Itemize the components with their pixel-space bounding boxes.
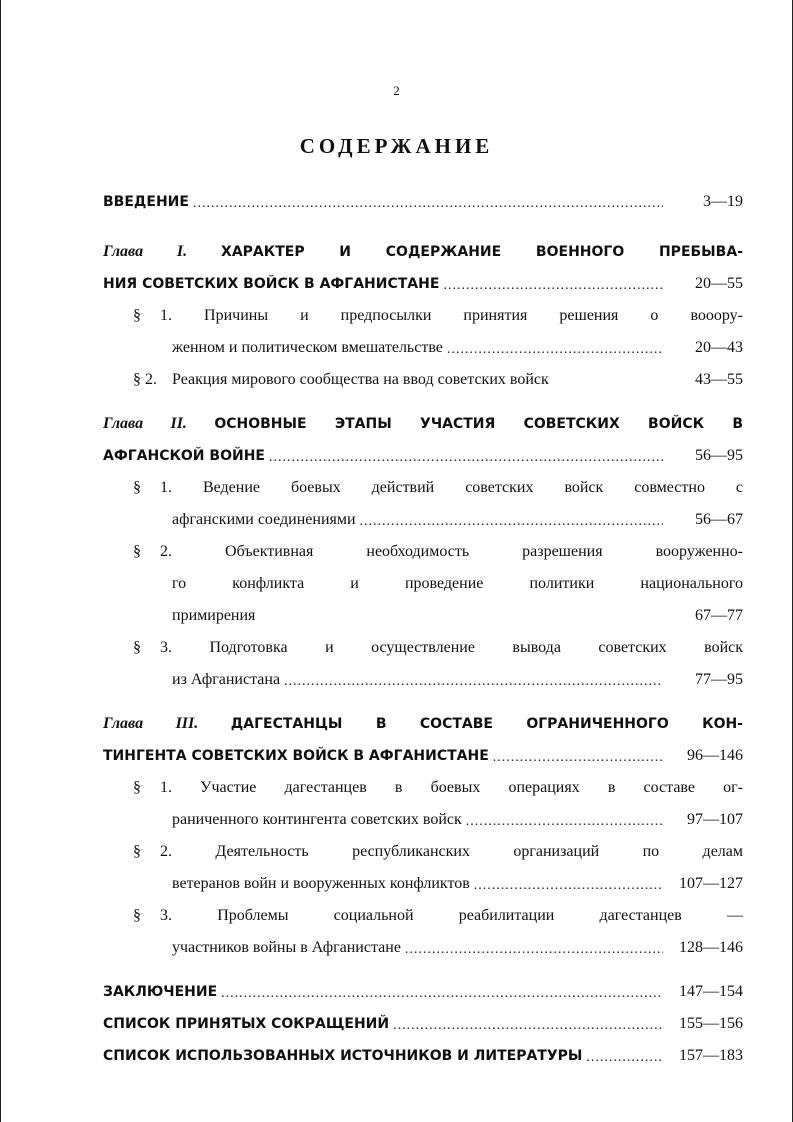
page-range: 56—95: [695, 447, 743, 464]
section-2-3[interactable]: [103, 632, 743, 664]
leader-dots: [443, 268, 663, 300]
toc-entry-intro[interactable]: [103, 186, 743, 218]
leader-dots: [405, 932, 663, 964]
leader-dots: [466, 804, 663, 836]
chapter-label: Глава II.: [103, 415, 187, 432]
chapter-1-heading[interactable]: [103, 236, 743, 268]
chapter-title-line1: ХАРАКТЕР И СОДЕРЖАНИЕ ВОЕННОГО ПРЕБЫВА-: [221, 244, 743, 260]
section-3-2[interactable]: [103, 836, 743, 868]
section-2-3-end[interactable]: [103, 664, 743, 696]
section-number: § 1.: [133, 779, 172, 796]
page-range: 20—43: [695, 339, 743, 356]
section-title-line2: участников войны в Афганистане: [172, 939, 401, 956]
section-title-line1: Участие дагестанцев в боевых операциях в составе ог-: [200, 779, 744, 796]
chapter-3-heading-end[interactable]: [103, 740, 743, 772]
section-title-line1: Реакция мирового сообщества на ввод советских войск: [172, 371, 549, 388]
section-title-line1: Деятельность республиканских организаций по делам: [215, 843, 744, 860]
page-range: 155—156: [679, 1015, 743, 1032]
table-of-contents: [103, 186, 743, 1072]
page-range: 3—19: [703, 193, 743, 210]
section-2-1-end[interactable]: [103, 504, 743, 536]
section-number: § 2.: [133, 843, 172, 860]
leader-dots: [493, 740, 663, 772]
section-title-line2: го конфликта и проведение политики национального: [172, 575, 743, 592]
section-number: § 1.: [133, 479, 172, 496]
page-range: 157—183: [679, 1047, 743, 1064]
section-2-1[interactable]: [103, 472, 743, 504]
section-title-line1: Причины и предпосылки принятия решения о вооору-: [204, 307, 744, 324]
section-3-1[interactable]: [103, 772, 743, 804]
section-title-line2: раниченного контингента советских войск: [172, 811, 462, 828]
section-title-line1: Проблемы социальной реабилитации дагестанцев —: [217, 907, 744, 924]
chapter-3-heading[interactable]: [103, 708, 743, 740]
section-3-3[interactable]: [103, 900, 743, 932]
section-2-2-end[interactable]: [103, 600, 743, 632]
leader-dots: [586, 1040, 663, 1072]
toc-entry-label: СПИСОК ПРИНЯТЫХ СОКРАЩЕНИЙ: [103, 1016, 390, 1032]
toc-entry-label: СПИСОК ИСПОЛЬЗОВАННЫХ ИСТОЧНИКОВ И ЛИТЕРАТУРЫ: [103, 1048, 583, 1064]
chapter-label: Глава III.: [103, 715, 199, 732]
page-left-edge: [0, 0, 1, 1122]
section-number: § 1.: [133, 307, 172, 324]
section-number: § 3.: [133, 907, 172, 924]
section-3-2-end[interactable]: [103, 868, 743, 900]
section-2-2-mid[interactable]: [103, 568, 743, 600]
chapter-1-heading-end[interactable]: [103, 268, 743, 300]
section-title-line3: примирения: [172, 607, 256, 624]
page-range: 97—107: [687, 811, 743, 828]
page-range: 96—146: [687, 747, 743, 764]
section-number: § 2.: [133, 543, 172, 560]
page-range: 147—154: [679, 983, 743, 1000]
chapter-title-line2: АФГАНСКОЙ ВОЙНЕ: [103, 448, 265, 464]
leader-dots: [193, 186, 663, 218]
section-title-line2: из Афганистана: [172, 671, 281, 688]
section-number: § 3.: [133, 639, 172, 656]
section-title-line2: женном и политическом вмешательстве: [172, 339, 443, 356]
page-range: 20—55: [695, 275, 743, 292]
page-range: 77—95: [695, 671, 743, 688]
toc-entry-conclusion[interactable]: [103, 976, 743, 1008]
page-title: СОДЕРЖАНИЕ: [299, 134, 494, 158]
chapter-2-heading[interactable]: [103, 408, 743, 440]
page-number: 2: [393, 83, 400, 98]
section-title-line1: Объективная необходимость разрешения вооруженно-: [225, 543, 743, 560]
leader-dots: [269, 440, 663, 472]
page-range: 43—55: [695, 371, 743, 388]
chapter-label: Глава I.: [103, 243, 188, 260]
section-1-1[interactable]: [103, 300, 743, 332]
chapter-2-heading-end[interactable]: [103, 440, 743, 472]
page-range: 56—67: [695, 511, 743, 528]
leader-dots: [447, 332, 663, 364]
section-1-2[interactable]: [103, 364, 743, 396]
toc-entry-label: ВВЕДЕНИЕ: [103, 194, 189, 210]
page-range: 67—77: [695, 607, 743, 624]
section-3-3-end[interactable]: [103, 932, 743, 964]
leader-dots: [221, 976, 663, 1008]
leader-dots: [360, 504, 663, 536]
section-1-1-end[interactable]: [103, 332, 743, 364]
section-title-line2: ветеранов войн и вооруженных конфликтов: [172, 875, 470, 892]
section-2-2[interactable]: [103, 536, 743, 568]
chapter-title-line1: ОСНОВНЫЕ ЭТАПЫ УЧАСТИЯ СОВЕТСКИХ ВОЙСК В: [214, 416, 743, 432]
chapter-title-line1: ДАГЕСТАНЦЫ В СОСТАВЕ ОГРАНИЧЕННОГО КОН-: [230, 716, 743, 732]
chapter-title-line2: НИЯ СОВЕТСКИХ ВОЙСК В АФГАНИСТАНЕ: [103, 276, 440, 292]
toc-entry-label: ЗАКЛЮЧЕНИЕ: [103, 984, 218, 1000]
section-title-line1: Подготовка и осуществление вывода советских войск: [209, 639, 743, 656]
leader-dots: [284, 664, 663, 696]
page-range: 128—146: [679, 939, 743, 956]
toc-entry-sources[interactable]: [103, 1040, 743, 1072]
toc-entry-abbreviations[interactable]: [103, 1008, 743, 1040]
leader-dots: [393, 1008, 663, 1040]
leader-dots: [474, 868, 663, 900]
chapter-title-line2: ТИНГЕНТА СОВЕТСКИХ ВОЙСК В АФГАНИСТАНЕ: [103, 748, 489, 764]
section-number: § 2.: [133, 371, 157, 388]
section-title-line1: Ведение боевых действий советских войск совместно с: [202, 479, 744, 496]
page-range: 107—127: [679, 875, 743, 892]
section-3-1-end[interactable]: [103, 804, 743, 836]
section-title-line2: афганскими соединениями: [172, 511, 356, 528]
